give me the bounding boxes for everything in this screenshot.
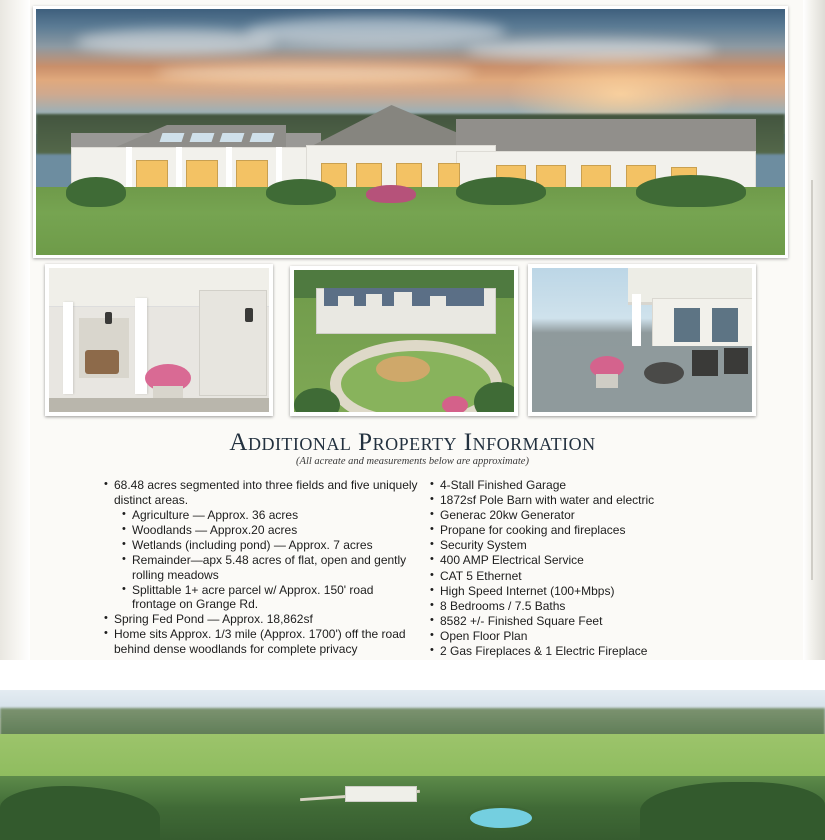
- driveway-island: [376, 356, 430, 382]
- column: [63, 302, 73, 394]
- dormer: [338, 296, 354, 308]
- photo-thumbnail-row: [45, 264, 757, 416]
- bullet-item: • 4-Stall Finished Garage: [430, 478, 730, 493]
- white-separator: [0, 660, 825, 692]
- page-subtitle: (All acreate and measurements below are approximate): [296, 456, 529, 467]
- flower-bed: [442, 396, 468, 414]
- tree: [474, 382, 518, 416]
- bullet-item: • 1872sf Pole Barn with water and electric: [430, 493, 730, 508]
- shrub: [66, 177, 126, 207]
- shrub: [636, 175, 746, 207]
- page-title: Additional Property Information: [229, 429, 596, 456]
- house: [345, 786, 417, 802]
- bullet-item: • Woodlands — Approx.20 acres: [122, 523, 419, 538]
- skylight: [160, 133, 185, 142]
- property-details-right-column: [430, 478, 730, 674]
- bullet-item: • 2 Gas Fireplaces & 1 Electric Fireplace: [430, 644, 730, 659]
- bullet-item: • 68.48 acres segmented into three fields and five uniquely distinct areas.: [104, 478, 419, 507]
- skylight: [250, 133, 275, 142]
- thumbnail-patio: [528, 264, 756, 416]
- dormer: [366, 294, 382, 308]
- property-details-left-column: [104, 478, 419, 657]
- bullet-item: • Wetlands (including pond) — Approx. 7 acres: [122, 538, 419, 553]
- roof-right-wing: [456, 119, 756, 153]
- bullet-item: • 400 AMP Electrical Service: [430, 553, 730, 568]
- thumbnail-breezeway: [45, 264, 273, 416]
- bullet-item: • Home sits Approx. 1/3 mile (Approx. 1700') off the road behind dense woodlands for complete privacy: [104, 627, 419, 656]
- dormer: [394, 292, 412, 308]
- patio-chair: [724, 348, 748, 374]
- aerial-landscape-photo: [0, 690, 825, 840]
- shrub: [266, 179, 336, 205]
- fire-pit: [644, 362, 684, 384]
- window: [712, 308, 738, 342]
- flower-bed: [366, 185, 416, 203]
- window: [674, 308, 700, 342]
- page-right-edge-line: [811, 180, 813, 580]
- patio-surface: [532, 346, 752, 416]
- cloud: [246, 17, 506, 47]
- bullet-item: • Open Floor Plan: [430, 629, 730, 644]
- spring-fed-pond: [470, 808, 532, 828]
- bullet-item: • CAT 5 Ethernet: [430, 569, 730, 584]
- shrub: [456, 177, 546, 205]
- cloud: [466, 39, 716, 61]
- bullet-item: • Propane for cooking and fireplaces: [430, 523, 730, 538]
- skylight: [190, 133, 215, 142]
- tree: [294, 388, 340, 416]
- outdoor-furniture: [85, 350, 119, 374]
- patio-chair: [692, 350, 718, 376]
- wall-lantern: [245, 308, 253, 322]
- bullet-item: • Generac 20kw Generator: [430, 508, 730, 523]
- tree-cluster: [640, 782, 825, 840]
- bullet-item: • High Speed Internet (100+Mbps): [430, 584, 730, 599]
- bullet-item: • 8 Bedrooms / 7.5 Baths: [430, 599, 730, 614]
- planter-pot: [596, 374, 618, 388]
- column: [632, 294, 641, 352]
- hero-photo-exterior: [33, 6, 788, 258]
- wall-lantern: [105, 312, 112, 324]
- bullet-item: • Spring Fed Pond — Approx. 18,862sf: [104, 612, 419, 627]
- bullet-item: • Security System: [430, 538, 730, 553]
- house-wall: [652, 298, 756, 350]
- garage-door: [199, 290, 267, 396]
- dormer: [430, 296, 446, 308]
- bullet-item: • Remainder—apx 5.48 acres of flat, open and gently rolling meadows: [122, 553, 419, 582]
- bullet-item: • Agriculture — Approx. 36 acres: [122, 508, 419, 523]
- thumbnail-aerial-driveway: [290, 266, 518, 416]
- bullet-item: • 8582 +/- Finished Square Feet: [430, 614, 730, 629]
- driveway: [49, 398, 269, 416]
- skylight: [220, 133, 245, 142]
- bullet-item: • Splittable 1+ acre parcel w/ Approx. 150' road frontage on Grange Rd.: [122, 583, 419, 612]
- cloud: [156, 64, 476, 82]
